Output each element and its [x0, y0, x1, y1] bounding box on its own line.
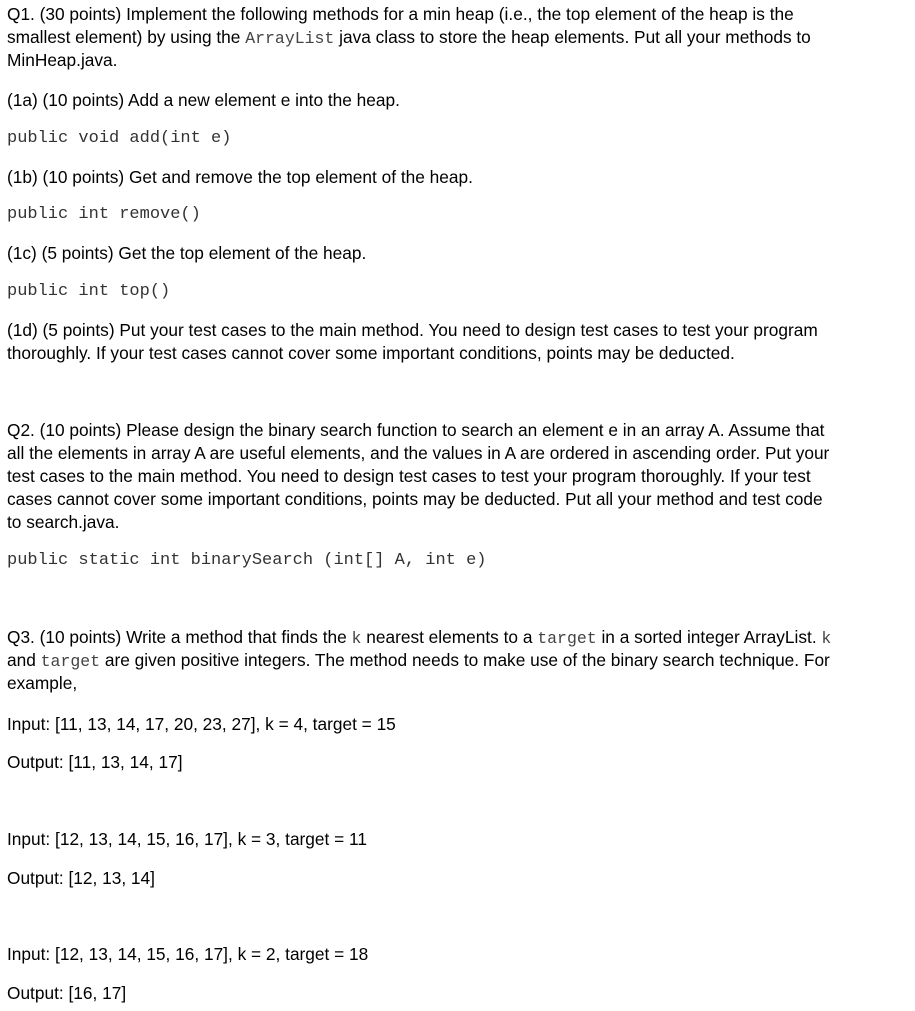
q3-example-3-input: Input: [12, 13, 14, 15, 16, 17], k = 2, target = 18 — [7, 944, 369, 964]
q3-example-2-output: Output: [12, 13, 14] — [7, 868, 155, 888]
q1c-text: (1c) (5 points) Get the top element of the heap. — [7, 243, 367, 263]
q3-line-1 — [7, 626, 831, 650]
q3-line-2-pre: and — [7, 650, 41, 670]
q2-line-1: Q2. (10 points) Please design the binary search function to search an element e in an array A. Assume that — [7, 420, 825, 440]
q3-line-1-pre: Q3. (10 points) Write a method that finds the — [7, 627, 352, 647]
q1b-text: (1b) (10 points) Get and remove the top element of the heap. — [7, 167, 473, 187]
q1-line-2 — [7, 26, 811, 50]
q3-target2-code: target — [40, 652, 101, 671]
q1c-code: public int top() — [7, 282, 171, 301]
q3-line-2 — [7, 649, 830, 673]
q2-line-2: all the elements in array A are useful elements, and the values in A are ordered in ascending order. Put your — [7, 443, 830, 463]
q2-line-5: to search.java. — [7, 512, 120, 532]
q2-code: public static int binarySearch (int[] A, int e) — [7, 551, 487, 570]
q3-k2-code: k — [821, 629, 832, 648]
q1-line-2-post: java class to store the heap elements. Put all your methods to — [334, 27, 811, 47]
q2-line-3: test cases to the main method. You need to design test cases to test your program thoroughly. If your test — [7, 466, 811, 486]
q1b-code: public int remove() — [7, 205, 201, 224]
q3-line-1-mid: nearest elements to a — [361, 627, 538, 647]
q3-example-1-input: Input: [11, 13, 14, 17, 20, 23, 27], k = 4, target = 15 — [7, 714, 396, 734]
q2-line-4: cases cannot cover some important conditions, points may be deducted. Put all your method and test code — [7, 489, 823, 509]
q1a-text: (1a) (10 points) Add a new element e into the heap. — [7, 90, 400, 110]
q3-line-2-post: are given positive integers. The method needs to make use of the binary search technique. For — [100, 650, 830, 670]
q3-line-3: example, — [7, 673, 78, 693]
q3-example-2-input: Input: [12, 13, 14, 15, 16, 17], k = 3, target = 11 — [7, 829, 367, 849]
q3-target-code: target — [537, 629, 597, 648]
q1-arraylist-code: ArrayList — [245, 29, 335, 48]
q3-k-code: k — [351, 629, 362, 648]
q1a-code: public void add(int e) — [7, 129, 232, 148]
q1-line-3: MinHeap.java. — [7, 50, 118, 70]
q3-example-3-output: Output: [16, 17] — [7, 983, 127, 1003]
q3-example-1-output: Output: [11, 13, 14, 17] — [7, 752, 183, 772]
q1-line-1: Q1. (30 points) Implement the following methods for a min heap (i.e., the top element of the heap is the — [7, 4, 794, 24]
q3-line-1-post: in a sorted integer ArrayList. — [596, 627, 822, 647]
q1d-line-1: (1d) (5 points) Put your test cases to the main method. You need to design test cases to test your program — [7, 320, 818, 340]
q1d-line-2: thoroughly. If your test cases cannot cover some important conditions, points may be deducted. — [7, 343, 735, 363]
q1-line-2-pre: smallest element) by using the — [7, 27, 246, 47]
